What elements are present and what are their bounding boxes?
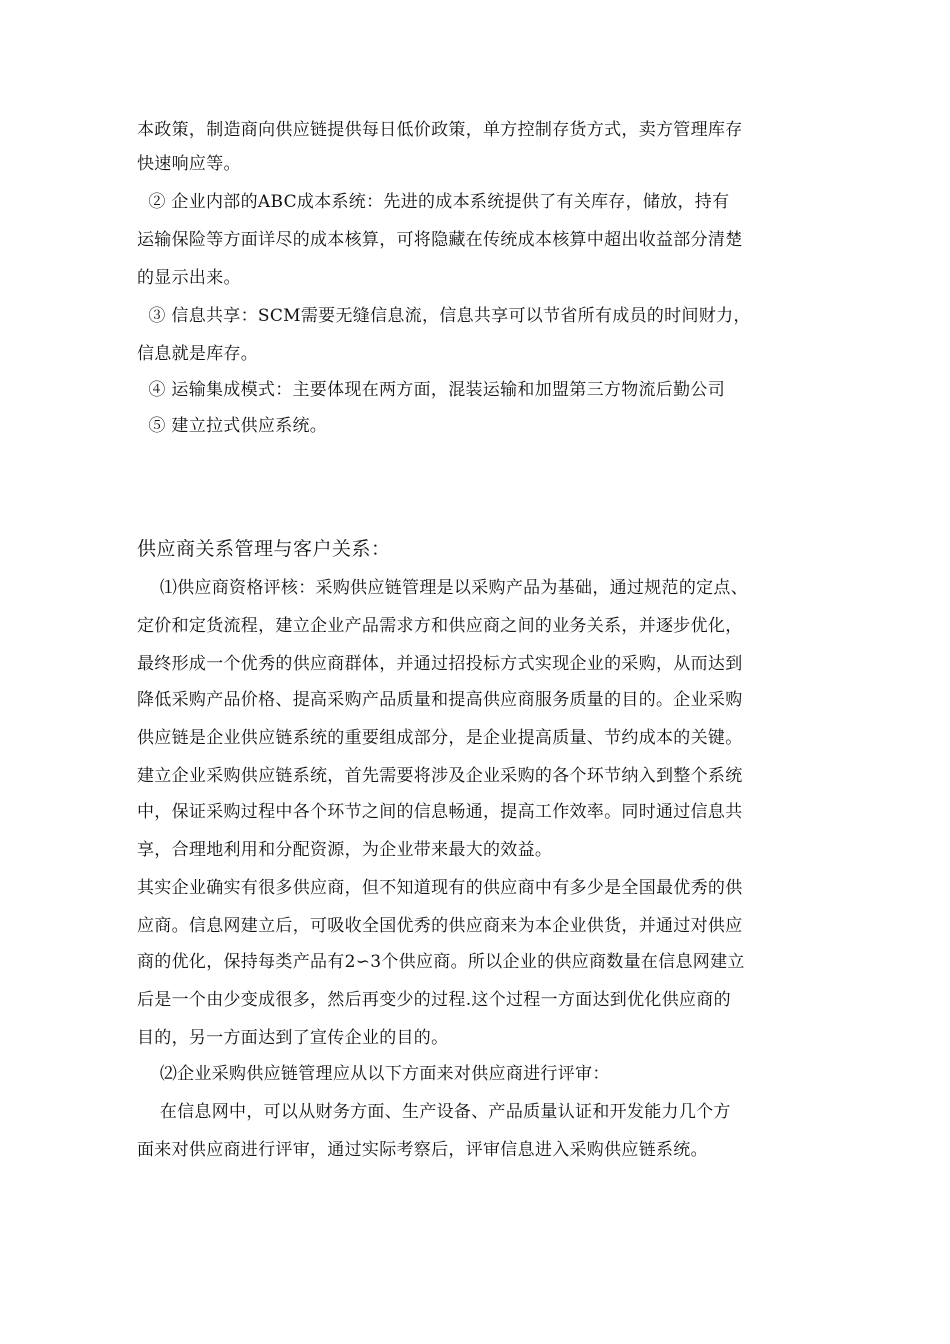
section-heading: 供应商关系管理与客户关系： (137, 538, 391, 560)
paragraph-1-line: 降低采购产品价格、提高采购产品质量和提高供应商服务质量的目的。企业采购 (137, 690, 743, 710)
paragraph-1-line: 最终形成一个优秀的供应商群体，并通过招投标方式实现企业的采购，从而达到 (137, 654, 743, 674)
paragraph-1-line: 建立企业采购供应链系统，首先需要将涉及企业采购的各个环节纳入到整个系统 (137, 766, 743, 786)
paragraph-4-line: 在信息网中，可以从财务方面、生产设备、产品质量认证和开发能力几个方 (137, 1102, 731, 1122)
paragraph-2-line: 应商。信息网建立后，可吸收全国优秀的供应商来为本企业供货，并通过对供应 (137, 916, 743, 936)
list-item-2: ② 企业内部的ABC成本系统：先进的成本系统提供了有关库存，储放，持有 (137, 192, 730, 212)
list-item-5: ⑤ 建立拉式供应系统。 (137, 416, 328, 436)
paragraph-1-line: 供应链是企业供应链系统的重要组成部分，是企业提高质量、节约成本的关键。 (137, 728, 743, 748)
list-item-4: ④ 运输集成模式：主要体现在两方面，混装运输和加盟第三方物流后勤公司 (137, 380, 726, 400)
paragraph-1-line: 中，保证采购过程中各个环节之间的信息畅通，提高工作效率。同时通过信息共 (137, 802, 743, 822)
paragraph-1-line: ⑴供应商资格评核：采购供应链管理是以采购产品为基础，通过规范的定点、 (137, 578, 749, 598)
text-line: 的显示出来。 (137, 268, 241, 288)
paragraph-2-line: 其实企业确实有很多供应商，但不知道现有的供应商中有多少是全国最优秀的供 (137, 878, 743, 898)
text-line: 本政策，制造商向供应链提供每日低价政策，单方控制存货方式，卖方管理库存 (137, 120, 743, 140)
text-line: 运输保险等方面详尽的成本核算，可将隐藏在传统成本核算中超出收益部分清楚 (137, 230, 743, 250)
paragraph-2-line: 商的优化，保持每类产品有2∽3个供应商。所以企业的供应商数量在信息网建立 (137, 952, 745, 972)
list-item-3: ③ 信息共享：SCM需要无缝信息流，信息共享可以节省所有成员的时间财力， (137, 306, 751, 326)
paragraph-2-line: 后是一个由少变成很多，然后再变少的过程.这个过程一方面达到优化供应商的 (137, 990, 731, 1010)
paragraph-4-line: 面来对供应商进行评审，通过实际考察后，评审信息进入采购供应链系统。 (137, 1140, 708, 1160)
paragraph-2-line: 目的，另一方面达到了宣传企业的目的。 (137, 1028, 449, 1048)
text-line: 快速响应等。 (137, 154, 241, 174)
paragraph-1-line: 定价和定货流程，建立企业产品需求方和供应商之间的业务关系，并逐步优化， (137, 616, 743, 636)
text-line: 信息就是库存。 (137, 344, 259, 364)
paragraph-3-line: ⑵企业采购供应链管理应从以下方面来对供应商进行评审： (137, 1064, 610, 1084)
paragraph-1-line: 享，合理地利用和分配资源，为企业带来最大的效益。 (137, 840, 553, 860)
